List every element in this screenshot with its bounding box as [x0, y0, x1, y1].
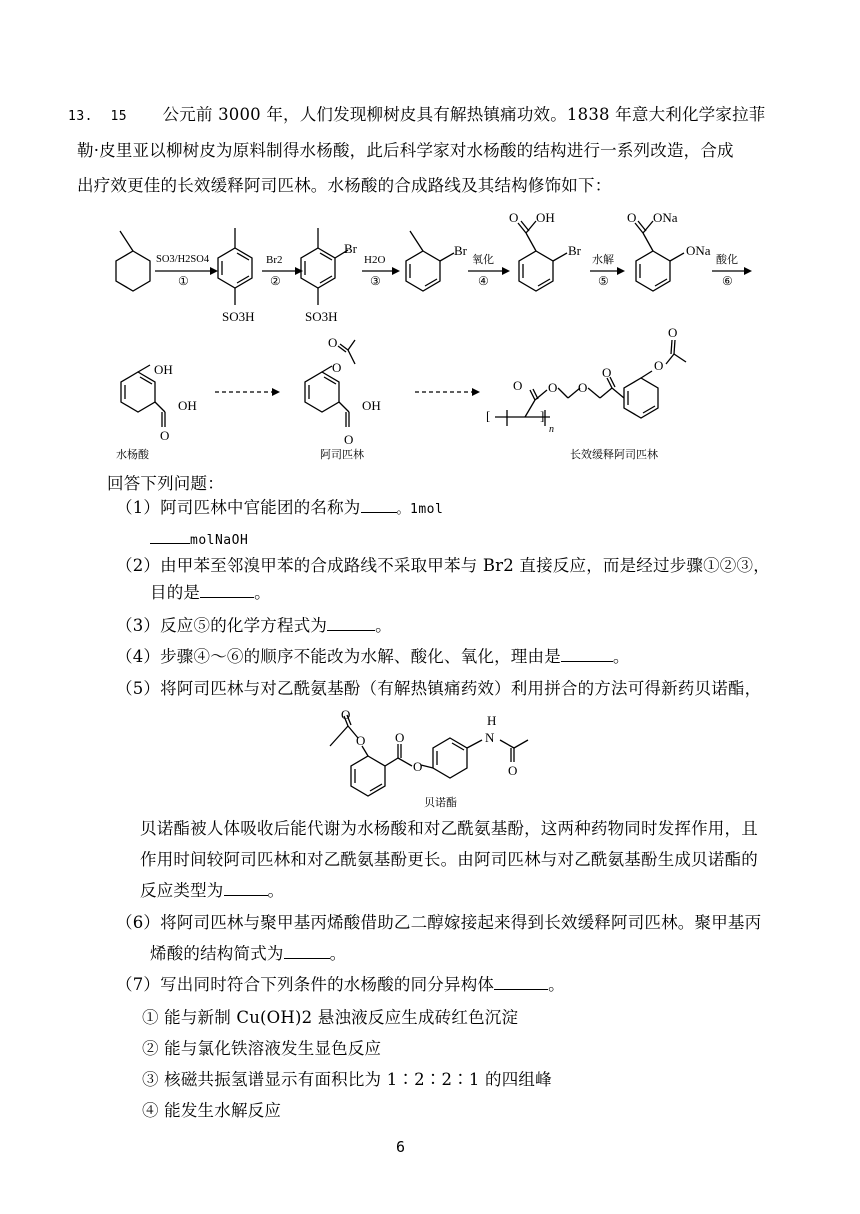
question-header — [68, 104, 765, 128]
step-5-number: ⑤ — [598, 274, 609, 288]
q7-condition-3: ③ 核磁共振氢谱显示有面积比为 1∶2∶2∶1 的四组峰 — [142, 1070, 552, 1089]
q1-continuation — [150, 528, 248, 552]
o-label-10: O — [602, 365, 612, 380]
oh-label-2: OH — [154, 362, 173, 377]
benorilate-o-2: O — [356, 733, 366, 748]
benorilate-n: N — [485, 730, 495, 745]
o-label-6: O — [344, 432, 354, 447]
q6-text-2: 烯酸的结构简式为 — [150, 944, 284, 963]
o-label-4: O — [332, 360, 342, 375]
q4 — [116, 646, 630, 668]
q1 — [116, 497, 443, 521]
q4-text: 步骤④～⑥的顺序不能改为水解、酸化、氧化，理由是 — [160, 647, 561, 666]
step-4-number: ④ — [478, 274, 489, 288]
o-label-8: O — [548, 380, 558, 395]
q1-blank-1[interactable] — [361, 498, 397, 513]
benorilate-labels — [320, 708, 540, 813]
q7-condition-2: ② 能与氯化铁溶液发生显色反应 — [142, 1039, 382, 1058]
caption-benorilate: 贝诺酯 — [424, 797, 457, 809]
benorilate-o-1: O — [341, 708, 351, 722]
benorilate-o-3: O — [395, 730, 405, 745]
q1-label: （1） — [116, 498, 161, 517]
oh-label-3: OH — [178, 398, 197, 413]
reagent-6: 酸化 — [716, 254, 738, 266]
reagent-2: Br2 — [266, 254, 283, 266]
synthesis-scheme-row2 — [100, 322, 720, 467]
q1-cont-text: molNaOH — [190, 533, 249, 548]
q7-blank[interactable] — [494, 975, 548, 990]
benorilate-o-5: O — [508, 763, 518, 778]
br-label-1: Br — [344, 241, 357, 256]
q7-text: 写出同时符合下列条件的水杨酸的同分异构体 — [160, 975, 495, 994]
q6-end: 。 — [329, 944, 347, 963]
q6-label: （6） — [116, 913, 161, 932]
oh-label-4: OH — [362, 398, 381, 413]
q6-blank[interactable] — [284, 944, 330, 959]
q2-label: （2） — [116, 556, 161, 575]
caption-salicylic-acid: 水杨酸 — [116, 449, 149, 461]
bracket-right: ] — [540, 408, 545, 423]
n-subscript: n — [549, 424, 554, 435]
q5-text: 将阿司匹林与对乙酰氨基酚（有解热镇痛药效）利用拼合的方法可得新药贝诺酯， — [160, 679, 762, 698]
caption-aspirin: 阿司匹林 — [320, 449, 364, 461]
o-label-5: O — [328, 335, 338, 350]
q2-blank[interactable] — [200, 583, 254, 598]
br-label-3: Br — [568, 243, 581, 258]
q2-text-2: 目的是 — [150, 583, 201, 602]
reagent-1: SO3/H2SO4 — [156, 254, 210, 265]
q7-label: （7） — [116, 975, 161, 994]
q6 — [116, 912, 761, 934]
q3 — [116, 615, 392, 637]
q5-blank[interactable] — [224, 881, 268, 896]
intro-line-1: 公元前 3000 年，人们发现柳树皮具有解热镇痛功效。1838 年意大利化学家拉菲 — [162, 105, 766, 124]
page-number: 6 — [396, 1138, 406, 1156]
intro-line-2: 勒·皮里亚以柳树皮为原料制得水杨酸，此后科学家对水杨酸的结构进行一系列改造，合成 — [77, 141, 734, 160]
q4-label: （4） — [116, 647, 161, 666]
long-acting-aspirin-structure — [495, 340, 686, 426]
q5-label: （5） — [116, 679, 161, 698]
step-2-number: ② — [270, 274, 281, 288]
benorilate-o-4: O — [413, 759, 423, 774]
q7 — [116, 974, 565, 996]
answer-prompt: 回答下列问题： — [107, 474, 224, 493]
q2-line-2 — [150, 582, 271, 604]
reagent-3: H2O — [364, 254, 386, 266]
q5-p3-text: 反应类型为 — [140, 881, 224, 900]
aspirin-structure — [305, 340, 355, 427]
oh-label-1: OH — [536, 210, 555, 225]
ona-label-2: ONa — [686, 243, 711, 258]
br-label-2: Br — [454, 243, 467, 258]
q2-end: 。 — [254, 583, 271, 602]
question-score: 15 — [110, 109, 128, 124]
q5-paragraph-2: 作用时间较阿司匹林和对乙酰氨基酚更长。由阿司匹林与对乙酰氨基酚生成贝诺酯的 — [140, 850, 758, 869]
o-bromobenzoic-acid-structure — [518, 221, 567, 291]
o-label-12: O — [668, 325, 678, 340]
q4-blank[interactable] — [561, 647, 613, 662]
q7-condition-1: ① 能与新制 Cu(OH)2 悬浊液反应生成砖红色沉淀 — [142, 1008, 519, 1027]
o-label-2: O — [627, 210, 637, 225]
bracket-left: [ — [486, 408, 491, 423]
reagent-5: 水解 — [592, 254, 614, 266]
o-label-1: O — [509, 210, 519, 225]
o-label-7: O — [513, 378, 523, 393]
o-bromotoluene-structure — [406, 231, 454, 291]
step-3-number: ③ — [370, 274, 381, 288]
q3-blank[interactable] — [327, 616, 375, 631]
q7-end: 。 — [548, 975, 565, 994]
q6-line-2 — [150, 943, 346, 965]
step-6-number: ⑥ — [722, 274, 733, 288]
q5-paragraph-1: 贝诺酯被人体吸收后能代谢为水杨酸和对乙酰氨基酚，这两种药物同时发挥作用，且 — [140, 819, 758, 838]
q3-end: 。 — [375, 616, 392, 635]
benorilate-h: H — [487, 713, 497, 728]
q1-tail: 。1mol — [396, 502, 444, 517]
o-label-3: O — [160, 428, 170, 443]
disodium-salicylate-structure — [635, 221, 684, 291]
intro-line-3: 出疗效更佳的长效缓释阿司匹林。水杨酸的合成路线及其结构修饰如下： — [77, 176, 612, 195]
bromotoluenesulfonic-acid-structure — [301, 228, 348, 305]
q2 — [116, 555, 770, 577]
reagent-4: 氧化 — [472, 254, 494, 266]
toluenesulfonic-acid-structure — [218, 228, 252, 305]
q3-label: （3） — [116, 616, 161, 635]
so3h-label-2: SO3H — [305, 309, 338, 324]
step-1-number: ① — [178, 274, 189, 288]
q3-text: 反应⑤的化学方程式为 — [160, 616, 328, 635]
q1-blank-2[interactable] — [150, 529, 190, 544]
o-label-11: O — [654, 358, 664, 373]
q6-text: 将阿司匹林与聚甲基丙烯酸借助乙二醇嫁接起来得到长效缓释阿司匹林。聚甲基丙 — [160, 913, 762, 932]
q5 — [116, 678, 761, 700]
q5-end: 。 — [267, 881, 285, 900]
caption-long-acting-aspirin: 长效缓释阿司匹林 — [570, 449, 658, 461]
q4-end: 。 — [612, 647, 630, 666]
synthesis-scheme-row1 — [100, 203, 760, 328]
so3h-label-1: SO3H — [222, 309, 255, 324]
question-number: 13. — [68, 109, 93, 124]
toluene-structure — [116, 231, 150, 291]
ona-label-1: ONa — [653, 210, 678, 225]
q2-text: 由甲苯至邻溴甲苯的合成路线不采取甲苯与 Br2 直接反应，而是经过步骤①②③， — [160, 556, 770, 575]
o-label-9: O — [578, 380, 588, 395]
q7-condition-4: ④ 能发生水解反应 — [142, 1101, 282, 1120]
q1-text: 阿司匹林中官能团的名称为 — [160, 498, 361, 517]
q5-paragraph-3 — [140, 880, 284, 902]
